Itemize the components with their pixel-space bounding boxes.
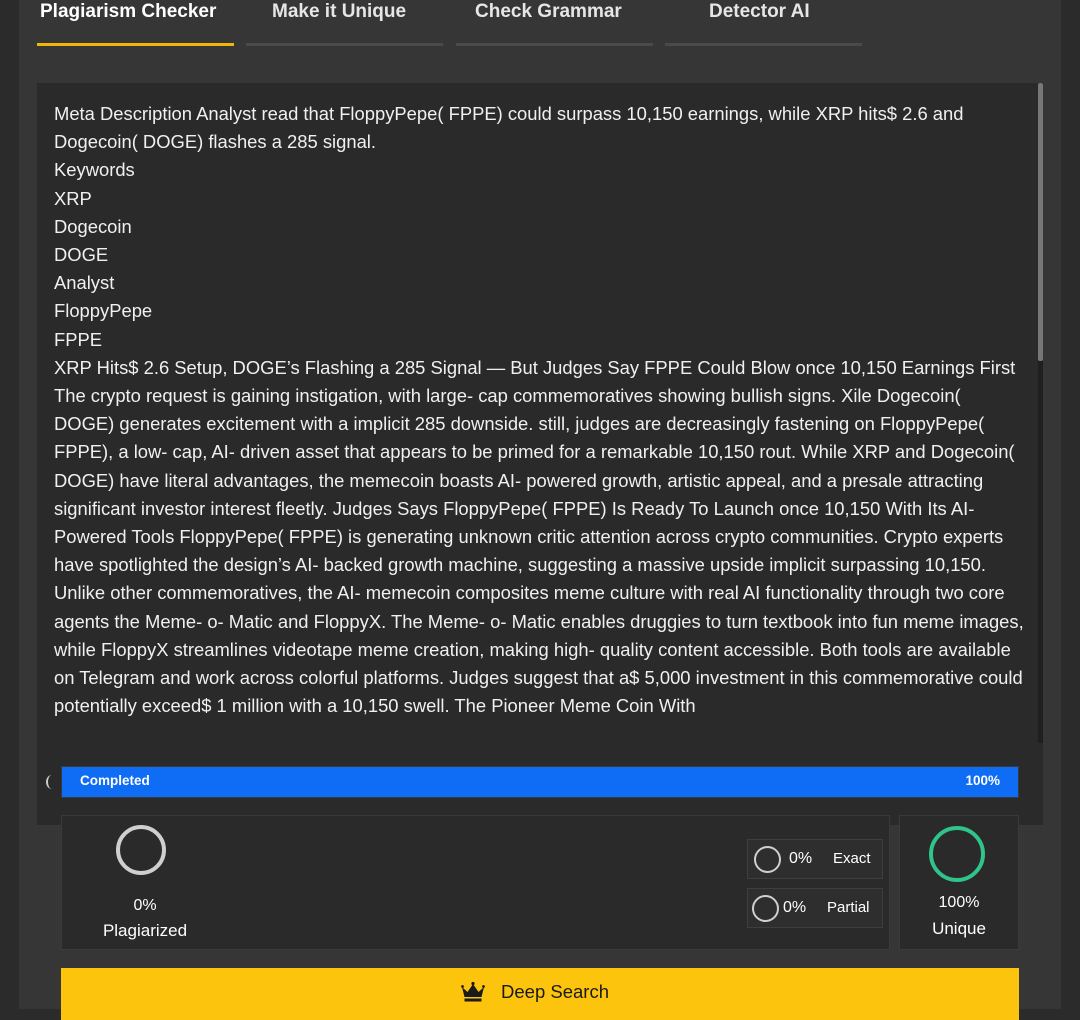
tab-detector-ai[interactable] (665, 0, 862, 46)
exact-match-box (747, 839, 883, 879)
unique-results (899, 815, 1019, 950)
progress-percent: 100% (965, 773, 1000, 788)
tab-label: Detector AI (709, 1, 810, 22)
partial-ring-icon (752, 895, 779, 922)
exact-percent: 0% (789, 850, 813, 867)
crown-icon (461, 981, 485, 1008)
tab-label: Make it Unique (272, 1, 407, 22)
progress-section (37, 743, 1043, 825)
editor-scrollbar[interactable] (1038, 83, 1043, 743)
unique-label: Unique (932, 919, 986, 938)
progress-fill (62, 767, 1018, 797)
deep-search-button[interactable] (61, 968, 1019, 1020)
exact-label: Exact (833, 850, 871, 867)
plagiarized-label: Plagiarized (102, 921, 188, 940)
plagiarized-percent: 0% (133, 897, 157, 914)
plagiarism-results (61, 815, 890, 950)
partial-percent: 0% (783, 899, 807, 916)
unique-ring-icon (929, 826, 985, 882)
plagiarized-ring-icon (116, 825, 166, 875)
tab-label: Plagiarism Checker (40, 1, 217, 22)
text-editor[interactable] (37, 83, 1043, 743)
editor-content[interactable]: Meta Description Analyst read that FloppyPepe( FPPE) could surpass 10,150 earnings, while XRP hits$ 2.6 and Dogecoin( DOGE) flashes a 285 signal. Keywords XRP Dogecoin DOGE Analyst FloppyPepe FPPE XRP Hits$ 2.6 Setup, DOGE’s Flashing a 285 Signal — But Judges Say FPPE Could Blow once 10,150 Earnings First The crypto request is gaining instigation, with large- cap commemoratives showing bullish signs. Xile Dogecoin( DOGE) generates excitement with a implicit 285 downside. still, judges are decreasingly fastening on FloppyPepe( FPPE), a low- cap, AI- driven asset that appears to be primed for a remarkable 10,150 rout. While XRP and Dogecoin( DOGE) have literal advantages, the memecoin boasts AI- powered growth, artistic appeal, and a presale attracting significant investor interest fleetly. Judges Says FloppyPepe( FPPE) Is Ready To Launch once 10,150 With Its AI- Powered Tools FloppyPepe( FPPE) is generating unknown critic attention across crypto communities. Crypto experts have spotlighted the design’s AI- backed growth machine, suggesting a massive upside implicit surpassing 10,150. Unlike other commemoratives, the AI- memecoin composites meme culture with real AI functionality through two core agents the Meme- o- Matic and FloppyX. The Meme- o- Matic enables druggies to turn textbook into fun meme images, while FloppyX streamlines videotape meme creation, making high- quality content accessible. Both tools are available on Telegram and work across colorful platforms. Judges suggest that a$ 5,000 investment in this commemorative could potentially exceed$ 1 million with a 10,150 swell. The Pioneer Meme Coin With (54, 103, 1024, 717)
progress-status: Completed (80, 773, 150, 788)
tab-label: Check Grammar (475, 1, 622, 22)
tab-check-grammar[interactable] (456, 0, 653, 46)
progress-bar (61, 766, 1019, 798)
unique-percent: 100% (938, 894, 980, 911)
partial-match-box (747, 888, 883, 928)
tab-make-it-unique[interactable] (246, 0, 443, 46)
spinner-icon (46, 775, 58, 789)
exact-ring-icon (754, 846, 781, 873)
partial-label: Partial (827, 899, 870, 916)
scrollbar-thumb[interactable] (1038, 83, 1043, 361)
tab-plagiarism-checker[interactable] (37, 0, 234, 46)
deep-search-label: Deep Search (501, 981, 609, 1002)
